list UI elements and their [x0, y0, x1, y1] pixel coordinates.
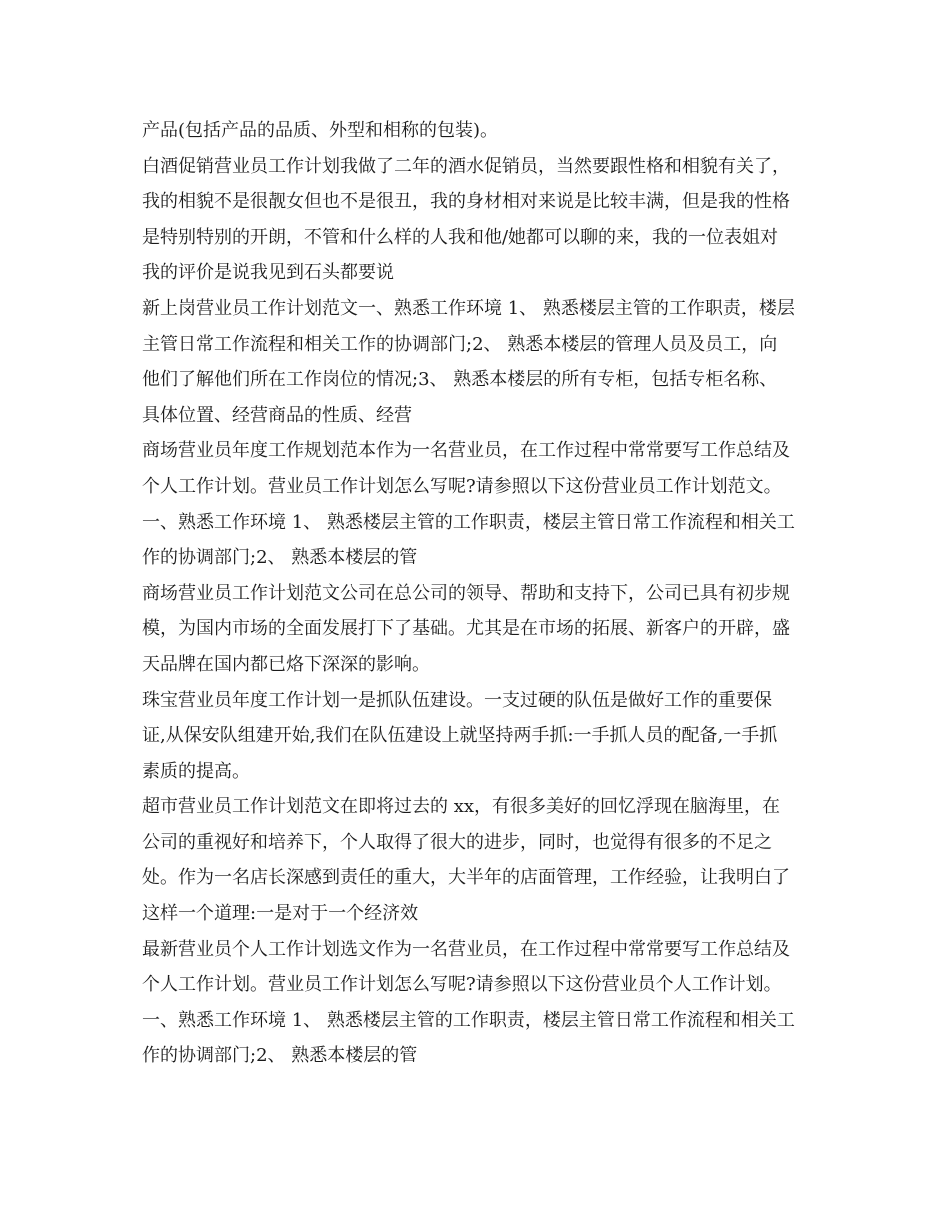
- text-line: 最新营业员个人工作计划选文作为一名营业员，在工作过程中常常要写工作总结及: [142, 938, 790, 960]
- text-line: 天品牌在国内都已烙下深深的影响。: [142, 653, 430, 675]
- text-line: 他们了解他们所在工作岗位的情况;3、 熟悉本楼层的所有专柜，包括专柜名称、: [142, 369, 778, 391]
- document-body: [142, 113, 822, 1074]
- text-line: 具体位置、经营商品的性质、经营: [142, 404, 412, 426]
- text-line: 作的协调部门;2、 熟悉本楼层的管: [142, 1045, 418, 1067]
- text-line: 个人工作计划。营业员工作计划怎么写呢?请参照以下这份营业员工作计划范文。: [142, 475, 782, 497]
- text-line: 主管日常工作流程和相关工作的协调部门;2、 熟悉本楼层的管理人员及员工，向: [142, 333, 778, 355]
- text-line: 我的评价是说我见到石头都要说: [142, 262, 394, 284]
- text-line: 作的协调部门;2、 熟悉本楼层的管: [142, 547, 418, 569]
- text-line: 证,从保安队组建开始,我们在队伍建设上就坚持两手抓:一手抓人员的配备,一手抓: [142, 725, 778, 747]
- text-line: 商场营业员年度工作规划范本作为一名营业员，在工作过程中常常要写工作总结及: [142, 440, 790, 462]
- text-line: 商场营业员工作计划范文公司在总公司的领导、帮助和支持下，公司已具有初步规: [142, 582, 790, 604]
- text-line: 是特别特别的开朗，不管和什么样的人我和他/她都可以聊的来，我的一位表姐对: [142, 226, 779, 248]
- text-line: 珠宝营业员年度工作计划一是抓队伍建设。一支过硬的队伍是做好工作的重要保: [142, 689, 772, 711]
- text-line: 这样一个道理:一是对于一个经济效: [142, 903, 419, 925]
- text-line: 公司的重视好和培养下，个人取得了很大的进步，同时，也觉得有很多的不足之: [142, 831, 772, 853]
- text-line: 我的相貌不是很靓女但也不是很丑，我的身材相对来说是比较丰满，但是我的性格: [142, 191, 790, 213]
- text-line: 一、熟悉工作环境 1、 熟悉楼层主管的工作职责，楼层主管日常工作流程和相关工: [142, 1009, 795, 1031]
- text-line: 处。作为一名店长深感到责任的重大，大半年的店面管理，工作经验，让我明白了: [142, 867, 790, 889]
- text-line: 新上岗营业员工作计划范文一、熟悉工作环境 1、 熟悉楼层主管的工作职责，楼层: [142, 297, 795, 319]
- text-line: 个人工作计划。营业员工作计划怎么写呢?请参照以下这份营业员个人工作计划。: [142, 974, 782, 996]
- text-line: 素质的提高。: [142, 760, 250, 782]
- text-line: 产品(包括产品的品质、外型和相称的包装)。: [142, 120, 499, 141]
- text-line: 白酒促销营业员工作计划我做了二年的酒水促销员，当然要跟性格和相貌有关了，: [142, 155, 790, 177]
- text-line: 超市营业员工作计划范文在即将过去的 xx，有很多美好的回忆浮现在脑海里，在: [142, 796, 781, 818]
- text-line: 一、熟悉工作环境 1、 熟悉楼层主管的工作职责，楼层主管日常工作流程和相关工: [142, 511, 795, 533]
- text-line: 模，为国内市场的全面发展打下了基础。尤其是在市场的拓展、新客户的开辟，盛: [142, 618, 790, 640]
